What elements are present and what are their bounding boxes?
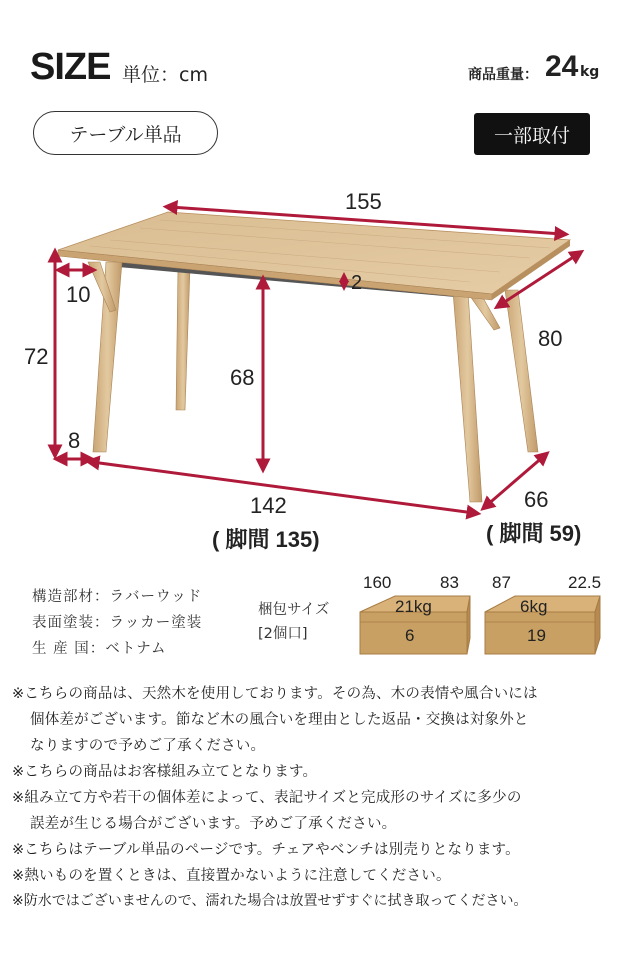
box-1-width: 160 — [363, 573, 392, 592]
spec-label: 表面塗装 — [32, 615, 94, 631]
note-line: ※熱いものを置くときは、直接置かないように注意してください。 — [12, 868, 451, 884]
box-2-depth: 22.5 — [568, 573, 602, 592]
dim-width-top: 155 — [345, 189, 382, 214]
dim-top-thickness: 2 — [351, 272, 363, 294]
weight-unit: kg — [580, 64, 600, 80]
spec-value: ：ベトナム — [89, 641, 167, 657]
note-line: ※こちらの商品はお客様組み立てとなります。 — [12, 764, 318, 780]
unit-label: 単位：cm — [122, 64, 208, 86]
box-1-weight: 21kg — [395, 597, 432, 616]
dim-leg-foot: 8 — [68, 428, 81, 453]
dim-depth-top: 80 — [538, 326, 563, 351]
note-line: 個体差がございます。節など木の風合いを理由とした返品・交換は対象外と — [30, 712, 529, 728]
note-line: ※防水ではございませんので、濡れた場合は放置せずすぐに拭き取ってください。 — [12, 893, 528, 909]
size-title: SIZE — [30, 46, 111, 88]
dim-leg-inset: 10 — [66, 282, 91, 307]
box-2-weight: 6kg — [520, 597, 548, 616]
weight-value: 24 — [545, 50, 579, 83]
box-2-width: 87 — [492, 573, 511, 592]
dim-under-clearance: 68 — [230, 365, 255, 390]
note-line: ※こちらはテーブル単品のページです。チェアやベンチは別売りとなります。 — [12, 842, 520, 858]
box-2-height: 19 — [527, 626, 546, 645]
note-line: ※組み立て方や若干の個体差によって、表記サイズと完成形のサイズに多少の — [12, 790, 522, 806]
note-line: なりますので予めご了承ください。 — [30, 738, 266, 754]
packing-label: 梱包サイズ — [258, 602, 330, 618]
dim-depth-leg-span: ( 脚間 59) — [486, 521, 582, 546]
dim-depth-bottom: 66 — [524, 487, 549, 512]
weight-label: 商品重量： — [468, 67, 538, 83]
back-right-leg — [505, 290, 538, 452]
assembly-label: 一部取付 — [493, 124, 570, 147]
front-right-brace — [470, 296, 500, 330]
front-right-leg — [453, 292, 482, 502]
spec-label: 生 産 国 — [32, 641, 90, 657]
spec-material — [32, 585, 202, 606]
packing-boxes — [355, 590, 615, 660]
back-left-leg — [176, 268, 190, 410]
note-line: ※こちらの商品は、天然木を使用しております。その為、木の表情や風合いには — [12, 686, 538, 702]
assembly-badge — [474, 113, 590, 155]
dim-height-total: 72 — [24, 344, 49, 369]
product-type-pill — [33, 111, 218, 155]
spec-value: ：ラッカー塗装 — [94, 615, 203, 631]
box-1-height: 6 — [405, 626, 415, 645]
dim-width-leg-span: ( 脚間 135) — [212, 527, 320, 552]
product-type-label: テーブル単品 — [69, 123, 182, 146]
note-line: 誤差が生じる場合がございます。予めご了承ください。 — [30, 816, 397, 832]
packing-sub-label: [2個口] — [258, 626, 308, 642]
spec-label: 構造部材 — [32, 589, 94, 605]
dim-width-bottom: 142 — [250, 493, 287, 518]
spec-finish — [32, 611, 202, 632]
box-1-depth: 83 — [440, 573, 459, 592]
spec-country — [32, 637, 167, 658]
spec-value: ：ラバーウッド — [94, 589, 203, 605]
